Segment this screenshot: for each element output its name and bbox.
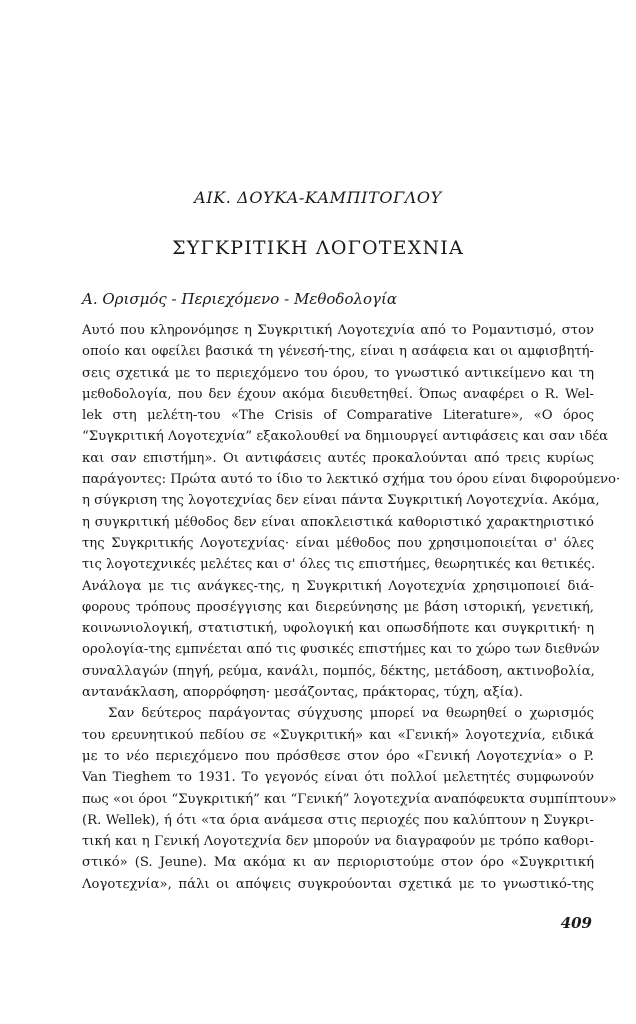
text-line: Van Tieghem το 1931. Το γεγονός είναι ότι πολλοί μελετητές συμφωνούν	[82, 770, 594, 786]
text-line: (R. Wellek), ή ότι «τα όρια ανάμεσα στις περιοχές που καλύπτουν η Συγκρι-	[82, 812, 594, 828]
text-line: στικό» (S. Jeune). Μα ακόμα κι αν περιοριστούμε στον όρο «Συγκριτική	[82, 855, 594, 871]
page-number: 409	[560, 914, 592, 932]
text-line: τις λογοτεχνικές μελέτες και σ' όλες τις επιστήμες, θεωρητικές και θετικές.	[82, 557, 596, 573]
text-line: αντανάκλαση, απορρόφηση· μεσάζοντας, πράκτορας, τύχη, αξία).	[82, 685, 524, 701]
text-line: Σαν δεύτερος παράγοντας σύγχυσης μπορεί να θεωρηθεί ο χωρισμός	[108, 706, 594, 722]
text-line: σεις σχετικά με το περιεχόμενο του όρου, το γνωστικό αντικείμενο και τη	[82, 365, 594, 381]
text-line: με το νέο περιεχόμενο που πρόσθεσε στον όρο «Γενική Λογοτεχνία» ο P.	[82, 748, 594, 764]
section-heading: Α. Ορισμός - Περιεχόμενο - Μεθοδολογία	[82, 290, 397, 308]
text-line: Λογοτεχνία», πάλι οι απόψεις συγκρούονται σχετικά με το γνωστικό-της	[82, 876, 594, 892]
text-line: συναλλαγών (πηγή, ρεύμα, κανάλι, πομπός, δέκτης, μετάδοση, ακτινοβολία,	[82, 663, 595, 679]
text-line: πως «οι όροι “Συγκριτική” και “Γενική” λογοτεχνία αναπόφευκτα συμπίπτουν»	[82, 791, 617, 807]
text-line: “Συγκριτική Λογοτεχνία” εξακολουθεί να δημιουργεί αντιφάσεις και σαν ιδέα	[82, 429, 609, 445]
text-line: Αυτό που κληρονόμησε η Συγκριτική Λογοτεχνία από το Ρομαντισμό, στον	[82, 323, 594, 338]
text-line: του ερευνητικού πεδίου σε «Συγκριτική» και «Γενική» λογοτεχνία, ειδικά	[82, 727, 594, 743]
author-name: ΑΙΚ. ΔΟΥΚΑ-ΚΑΜΠΙΤΟΓΛΟΥ	[194, 188, 442, 207]
paragraph-2	[82, 703, 617, 895]
text-line: φορους τρόπους προσέγγισης και διερεύνησης με βάση ιστορική, γενετική,	[82, 599, 594, 615]
text-line: οποίο και οφείλει βασικά τη γένεσή-της, είναι η ασάφεια και οι αμφισβητή-	[82, 344, 594, 360]
text-line: ορολογία-της εμπνέεται από τις φυσικές επιστήμες και το χώρο των διεθνών	[82, 642, 600, 658]
text-line: και σαν επιστήμη». Οι αντιφάσεις αυτές προκαλούνται από τρεις κυρίως	[82, 450, 594, 466]
body-text	[82, 320, 621, 895]
chapter-title: ΣΥΓΚΡΙΤΙΚΗ ΛΟΓΟΤΕΧΝΙΑ	[172, 237, 464, 259]
text-line: παράγοντες: Πρώτα αυτό το ίδιο το λεκτικό σχήμα του όρου είναι διφορούμενο·	[82, 472, 621, 488]
text-line: τική και η Γενική Λογοτεχνία δεν μπορούν να διαγραφούν με τρόπο καθορι-	[82, 834, 594, 850]
text-line: της Συγκριτικής Λογοτεχνίας· είναι μέθοδος που χρησιμοποιείται σ' όλες	[82, 535, 594, 551]
text-line: η συγκριτική μέθοδος δεν είναι αποκλειστικά καθοριστικό χαρακτηριστικό	[82, 514, 594, 530]
text-line: η σύγκριση της λογοτεχνίας δεν είναι πάντα Συγκριτική Λογοτεχνία. Ακόμα,	[82, 493, 600, 509]
text-line: lek στη μελέτη-του «The Crisis of Comparative Literature», «Ο όρος	[82, 408, 594, 424]
text-line: μεθοδολογία, που δεν έχουν ακόμα διευθετηθεί. Όπως αναφέρει ο R. Wel-	[82, 386, 594, 402]
text-line: Ανάλογα με τις ανάγκες-της, η Συγκριτική Λογοτεχνία χρησιμοποιεί διά-	[82, 578, 594, 594]
paragraph-1	[82, 320, 621, 703]
text-line: κοινωνιολογική, στατιστική, υφολογική και οπωσδήποτε και συγκριτική· η	[82, 621, 594, 637]
